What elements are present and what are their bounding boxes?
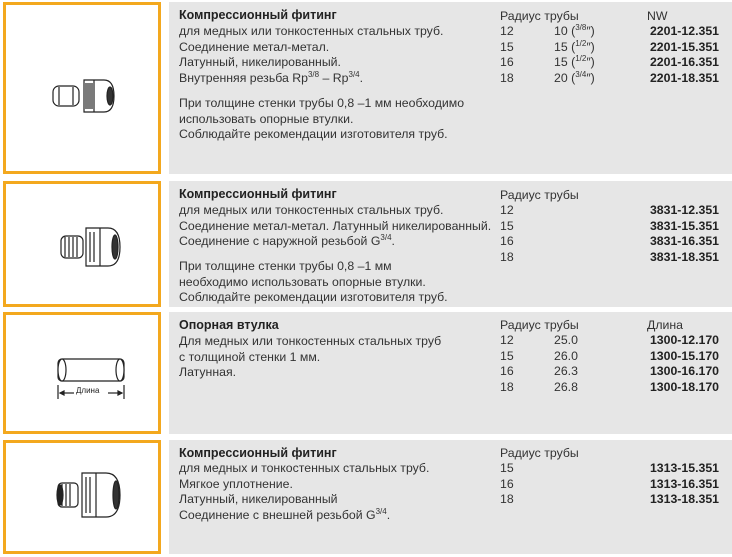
product-description: для медных или тонкостенных стальных труб. Соединение метал-метал. Латунный, никелированный. Внутренняя резьба $Rp^{3/8} - Rp^{3/4}$.: [179, 24, 499, 86]
threaded-fitting-image: [6, 184, 158, 304]
nominal-size-list: 10 ($^{3/8}$″) 15 ($^{1/2}$″) 15 ($^{1/2}$″) 20 ($^{3/4}$″): [554, 22, 595, 85]
product-title: Компрессионный фитинг: [179, 446, 337, 460]
pipe-radius-header: Радиус трубы: [500, 446, 579, 460]
support-sleeve-image: [6, 315, 158, 431]
product-title: Компрессионный фитинг: [179, 187, 337, 201]
pipe-radius-header: Радиус трубы: [500, 318, 579, 332]
pipe-radius-header: Радиус трубы: [500, 188, 579, 202]
nw-header: NW: [647, 9, 668, 23]
length-header: Длина: [647, 318, 684, 332]
pipe-radius-list: 15 16 18: [500, 461, 514, 507]
product-row-1: [0, 2, 732, 174]
product-description: для медных и тонкостенных стальных труб. Мягкое уплотнение. Латунный, никелированный Соединение с внешней резьбой $G^{3/4}$.: [179, 461, 499, 523]
article-codes: 3831-12.351 3831-15.351 3831-16.351 3831-18.351: [649, 203, 719, 264]
product-panel-1: [169, 2, 732, 174]
product-image-frame-2: [3, 181, 161, 307]
thread-line: Внутренняя резьба $Rp^{3/8} - Rp^{3/4}$.: [179, 69, 364, 85]
product-title: Опорная втулка: [179, 318, 279, 332]
product-note: При толщине стенки трубы 0,8 –1 мм необходимо использовать опорные втулки. Соблюдайте рекомендации изготовителя труб.: [179, 96, 465, 142]
product-description: Для медных или тонкостенных стальных труб с толщиной стенки 1 мм. Латунная.: [179, 334, 442, 380]
article-codes: 2201-12.351 2201-15.351 2201-16.351 2201-18.351: [649, 24, 719, 85]
pipe-radius-list: 12 15 16 18: [500, 24, 514, 85]
pipe-radius-list: 12 15 16 18: [500, 203, 514, 264]
product-description: для медных или тонкостенных стальных труб. Соединение метал-метал. Латунный никелированный. Соединение с наружной резьбой $G^{3/4}$.: [179, 203, 499, 250]
product-image-frame-1: [3, 2, 161, 174]
compression-fitting-image: [6, 5, 158, 171]
product-image-frame-3: [3, 312, 161, 434]
soft-seal-fitting-image: [6, 443, 158, 551]
product-note: При толщине стенки трубы 0,8 –1 мм необходимо использовать опорные втулки. Соблюдайте рекомендации изготовителя труб.: [179, 259, 448, 305]
product-image-frame-4: [3, 440, 161, 554]
length-list: 25.0 26.0 26.3 26.8: [554, 333, 578, 394]
article-codes: 1300-12.170 1300-15.170 1300-16.170 1300-18.170: [649, 333, 719, 394]
product-panel-4: [169, 440, 732, 554]
product-row-3: [0, 312, 732, 434]
thread-line: Соединение с внешней резьбой $G^{3/4}$.: [179, 506, 391, 522]
length-label: Длина: [76, 386, 100, 395]
product-panel-3: [169, 312, 732, 434]
product-row-2: [0, 181, 732, 307]
pipe-radius-header: Радиус трубы: [500, 9, 579, 23]
pipe-radius-list: 12 15 16 18: [500, 333, 514, 394]
product-row-4: [0, 440, 732, 554]
product-title: Компрессионный фитинг: [179, 8, 337, 22]
thread-line: Соединение с наружной резьбой $G^{3/4}$.: [179, 233, 395, 249]
article-codes: 1313-15.351 1313-16.351 1313-18.351: [649, 461, 719, 507]
product-panel-2: [169, 181, 732, 307]
